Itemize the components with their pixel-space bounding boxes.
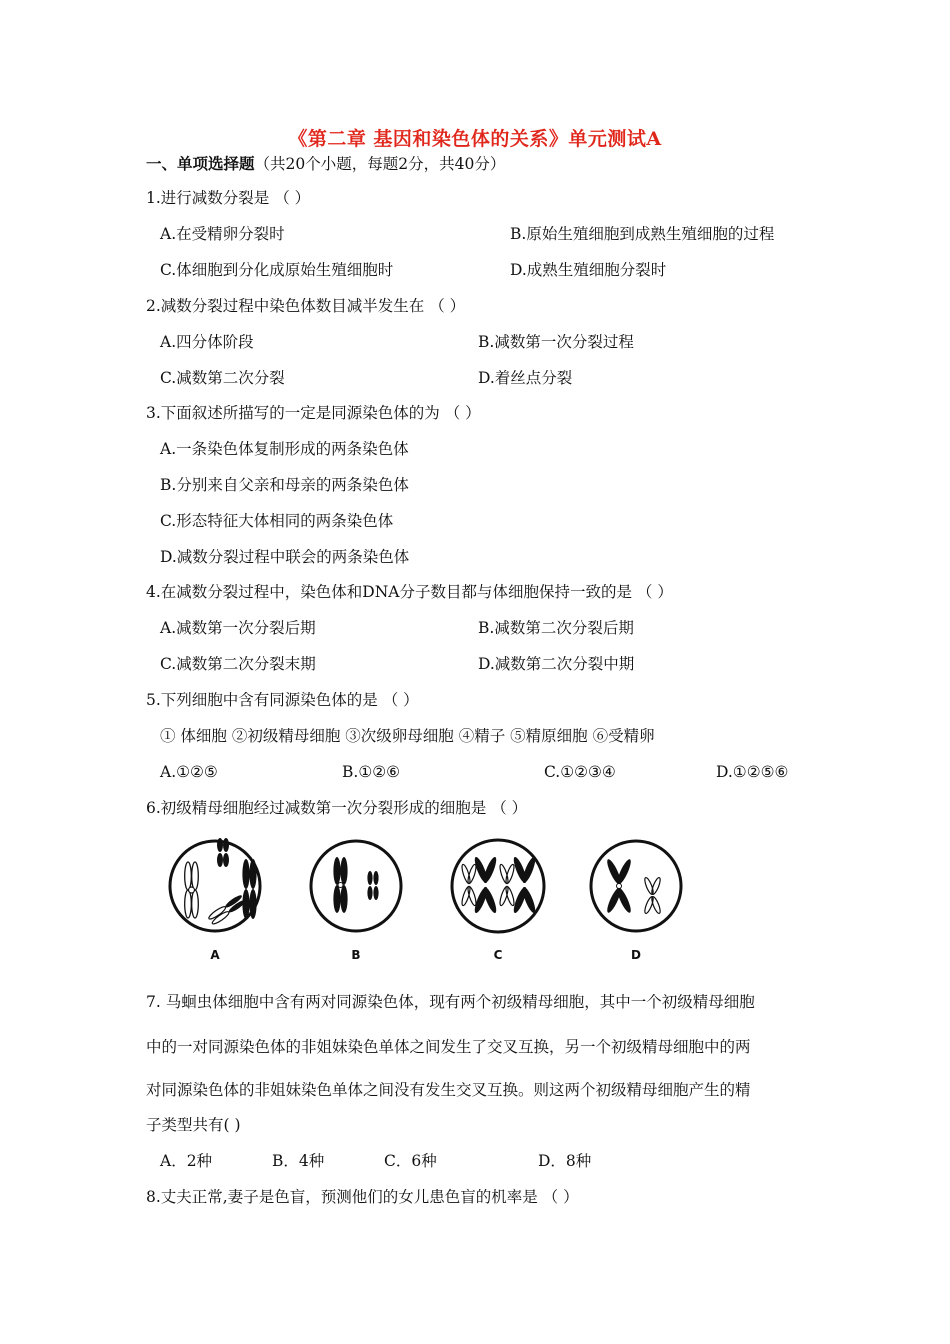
q4-option-b: B.减数第二次分裂后期 xyxy=(478,619,634,637)
q3-option-b: B.分别来自父亲和母亲的两条染色体 xyxy=(160,476,409,494)
q5-option-d: D.①②⑤⑥ xyxy=(716,763,789,781)
chromosome-small-black xyxy=(367,871,378,900)
chromosome-large-black xyxy=(242,859,256,919)
cell-b xyxy=(308,830,404,962)
q2-stem: 2.减数分裂过程中染色体数目减半发生在 （ ） xyxy=(146,297,466,315)
q3-option-d: D.减数分裂过程中联会的两条染色体 xyxy=(160,548,410,566)
q1-option-d: D.成熟生殖细胞分裂时 xyxy=(510,261,667,279)
cell-b-diagram xyxy=(308,830,404,942)
q3-option-c: C.形态特征大体相同的两条染色体 xyxy=(160,512,394,530)
q7-line2: 中的一对同源染色体的非姐妹染色单体之间发生了交叉互换，另一个初级精母细胞中的两 xyxy=(146,1038,751,1056)
cell-c xyxy=(448,830,548,962)
q7-option-b: B．4种 xyxy=(272,1152,325,1170)
q2-option-d: D.着丝点分裂 xyxy=(478,369,573,387)
q7-option-d: D．8种 xyxy=(538,1152,592,1170)
cell-label-b: B xyxy=(351,948,361,962)
page-title: 《第二章 基因和染色体的关系》单元测试A xyxy=(288,128,662,150)
q5-stem: 5.下列细胞中含有同源染色体的是 （ ） xyxy=(146,691,419,709)
q4-option-c: C.减数第二次分裂末期 xyxy=(160,655,316,673)
q2-option-b: B.减数第一次分裂过程 xyxy=(478,333,634,351)
chromosome-x-outline-right xyxy=(498,864,515,907)
section-heading-label: 一、单项选择题 xyxy=(146,154,255,173)
q6-stem: 6.初级精母细胞经过减数第一次分裂形成的细胞是 （ ） xyxy=(146,799,528,817)
q1-option-c: C.体细胞到分化成原始生殖细胞时 xyxy=(160,261,394,279)
q7-option-a: A．2种 xyxy=(160,1152,213,1170)
cell-d-diagram xyxy=(588,830,684,942)
q3-stem: 3.下面叙述所描写的一定是同源染色体的为 （ ） xyxy=(146,404,481,422)
cell-c-diagram xyxy=(448,830,548,942)
q4-option-d: D.减数第二次分裂中期 xyxy=(478,655,635,673)
cell-a xyxy=(167,830,263,962)
cell-d xyxy=(588,830,684,962)
q5-option-b: B.①②⑥ xyxy=(342,763,401,781)
cell-division-figure xyxy=(160,830,700,970)
q3-option-a: A.一条染色体复制形成的两条染色体 xyxy=(160,440,409,458)
q2-option-a: A.四分体阶段 xyxy=(160,333,254,351)
chromosome-x-outline xyxy=(643,877,662,915)
q1-option-b: B.原始生殖细胞到成熟生殖细胞的过程 xyxy=(510,225,775,243)
section-heading-note: （共20个小题，每题2分，共40分） xyxy=(254,155,506,173)
chromosome-x-black-left xyxy=(472,856,498,915)
q2-option-c: C.减数第二次分裂 xyxy=(160,369,285,387)
chromosome-x-black-right xyxy=(511,856,537,915)
q7-line3: 对同源染色体的非姐妹染色单体之间没有发生交叉互换。则这两个初级精母细胞产生的精 xyxy=(146,1081,751,1099)
chromosome-outline xyxy=(185,862,199,918)
q4-stem: 4.在减数分裂过程中，染色体和DNA分子数目都与体细胞保持一致的是 （ ） xyxy=(146,583,673,601)
chromosome-diagonal xyxy=(207,894,246,926)
q1-stem: 1.进行减数分裂是 （ ） xyxy=(146,189,311,207)
q5-items: ① 体细胞 ②初级精母细胞 ③次级卵母细胞 ④精子 ⑤精原细胞 ⑥受精卵 xyxy=(160,727,655,745)
q7-line1: 7. 马蛔虫体细胞中含有两对同源染色体，现有两个初级精母细胞，其中一个初级精母细胞 xyxy=(146,993,755,1011)
cell-label-a: A xyxy=(210,948,220,962)
q5-option-c: C.①②③④ xyxy=(544,763,616,781)
chromosome-x-black xyxy=(605,858,633,914)
cell-a-diagram xyxy=(167,830,263,942)
q8-stem: 8.丈夫正常,妻子是色盲，预测他们的女儿患色盲的机率是 （ ） xyxy=(146,1188,579,1206)
cell-label-c: C xyxy=(493,948,503,962)
q7-option-c: C．6种 xyxy=(384,1152,437,1170)
q1-option-a: A.在受精卵分裂时 xyxy=(160,225,285,243)
q5-option-a: A.①②⑤ xyxy=(160,763,218,781)
q4-option-a: A.减数第一次分裂后期 xyxy=(160,619,316,637)
chromosome-x-outline-left xyxy=(460,864,477,907)
cell-label-d: D xyxy=(631,948,641,962)
section-heading xyxy=(146,152,505,174)
chromosome-large-black xyxy=(333,857,347,913)
q7-line4: 子类型共有( ) xyxy=(146,1116,241,1134)
